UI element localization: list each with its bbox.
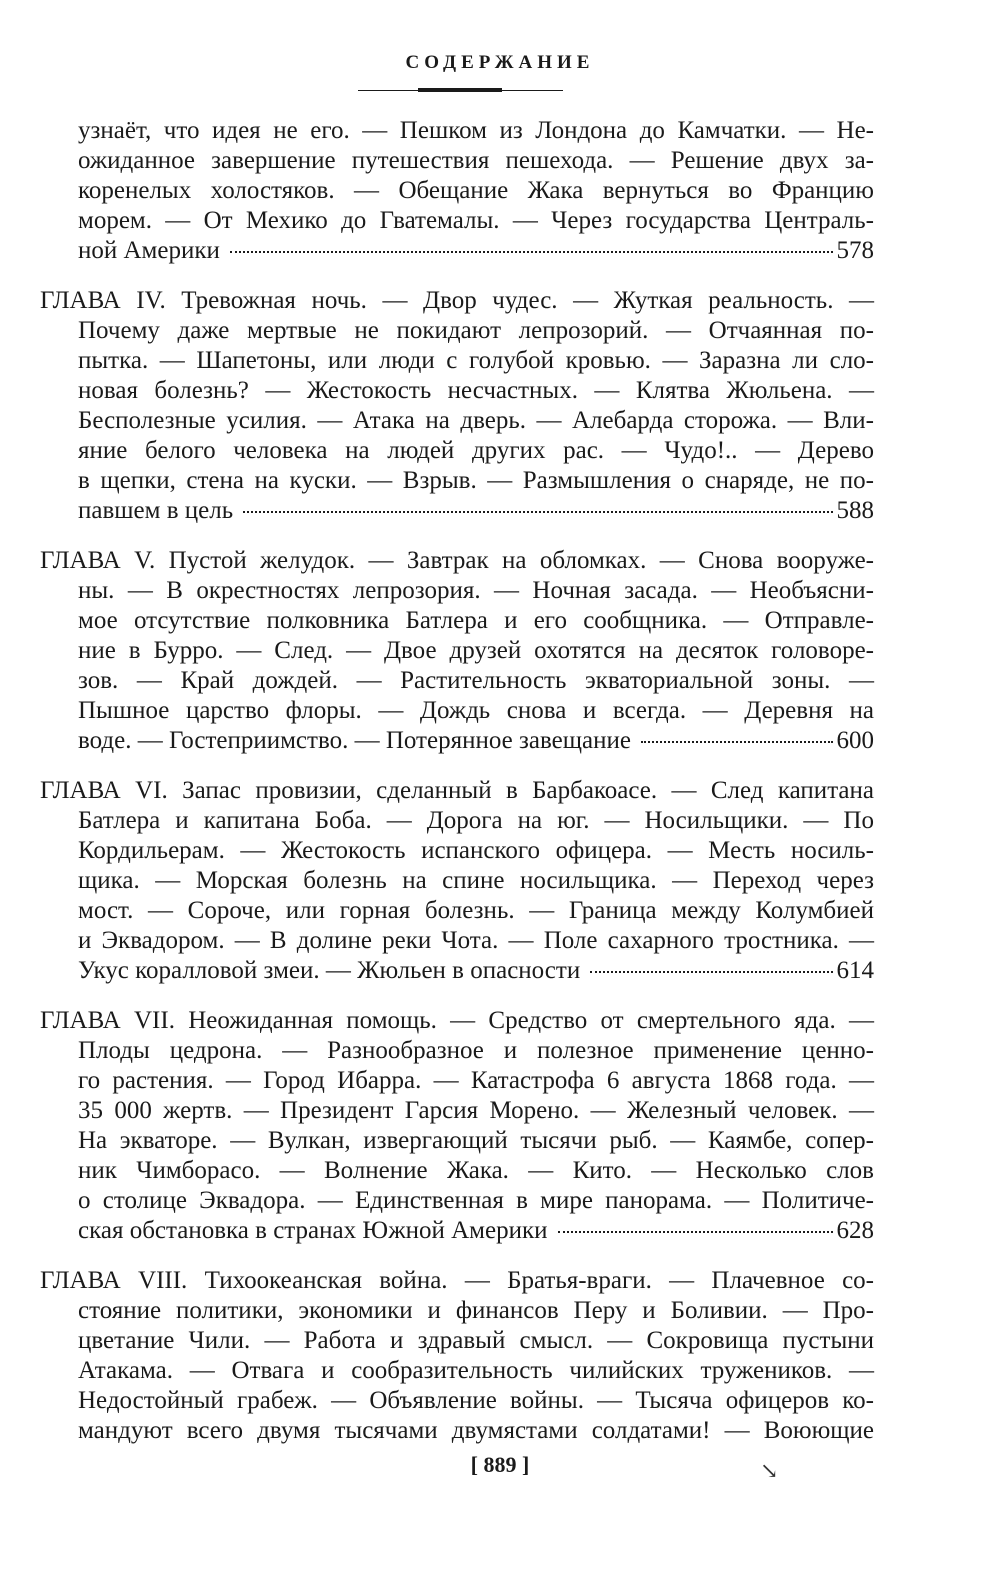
toc-line: пытка. — Шапетоны, или люди с голубой кровью. — Заразна ли сло- [78,347,874,374]
toc-line: Почему даже мертвые не покидают лепрозорий. — Отчаянная по- [78,317,874,344]
toc-line: Бесполезные усилия. — Атака на дверь. — Алебарда сторожа. — Вли- [78,407,874,434]
toc-line: мое отсутствие полковника Батлера и его сообщника. — Отправле- [78,607,874,634]
toc-line: ние в Бурро. — След. — Двое друзей охотятся на десяток головоре- [78,637,874,664]
toc-page-number: 578 [836,237,874,264]
header-rule-accent [418,88,502,92]
dot-leader [590,971,832,973]
toc-line: новая болезнь? — Жестокость несчастных. — Клятва Жюльена. — [78,377,874,404]
toc-line: Недостойный грабеж. — Объявление войны. — Тысяча офицеров ко- [78,1387,874,1414]
toc-entry-chapter-6 [40,776,874,986]
toc-line: ГЛАВА IV. Тревожная ночь. — Двор чудес. — Жуткая реальность. — [40,287,874,314]
toc-line: Пышное царство флоры. — Дождь снова и всегда. — Деревня на [78,697,874,724]
toc-line: Кордильерам. — Жестокость испанского офицера. — Месть носиль- [78,837,874,864]
toc-entry-chapter-7 [40,1006,874,1246]
toc-line: воде. — Гостеприимство. — Потерянное завещание [78,727,631,754]
toc-line: ГЛАВА VIII. Тихоокеанская война. — Братья-враги. — Плачевное со- [40,1267,874,1294]
toc-page-number: 614 [836,957,874,984]
toc-line: ник Чимборасо. — Волнение Жака. — Кито. — Несколько слов [78,1157,874,1184]
scan-mark: ↘ [760,1458,779,1483]
toc-line: мандуют всего двумя тысячами двумястами солдатами! — Воюющие [78,1417,874,1444]
dot-leader [243,511,832,513]
dot-leader [558,1231,833,1233]
toc-page-number: 600 [836,727,874,754]
toc-entry-chapter-4 [40,286,874,526]
toc-line: коренелых холостяков. — Обещание Жака вернуться во Францию [78,177,874,204]
toc-page-number: 628 [836,1217,874,1244]
toc-line: о столице Эквадора. — Единственная в мире панорама. — Политиче- [78,1187,874,1214]
toc-line: Укус коралловой змеи. — Жюльен в опасности [78,957,581,984]
toc-line: яние белого человека на людей других рас. — Чудо!.. — Дерево [78,437,874,464]
toc-line: павшем в цель [78,497,234,524]
toc-line: в щепки, стена на куски. — Взрыв. — Размышления о снаряде, не по- [78,467,874,494]
toc-line: мост. — Сороче, или горная болезнь. — Граница между Колумбией [78,897,874,924]
toc-line: зов. — Край дождей. — Растительность экваториальной зоны. — [78,667,874,694]
toc-line: морем. — От Мехико до Гватемалы. — Через государства Централь- [78,207,874,234]
toc-last-line [78,726,874,756]
toc-line: и Эквадором. — В долине реки Чота. — Поле сахарного тростника. — [78,927,874,954]
toc-line: 35 000 жертв. — Президент Гарсия Морено. — Железный человек. — [78,1097,874,1124]
toc-last-line [78,956,874,986]
toc-line: стояние политики, экономики и финансов Перу и Боливии. — Про- [78,1297,874,1324]
dot-leader [641,741,833,743]
toc-last-line [78,1216,874,1246]
toc-line: щика. — Морская болезнь на спине носильщика. — Переход через [78,867,874,894]
page-title: СОДЕРЖАНИЕ [405,52,595,73]
toc-line: ной Америки [78,237,220,264]
toc-line: го растения. — Город Ибарра. — Катастрофа 6 августа 1868 года. — [78,1067,874,1094]
toc-line: ГЛАВА V. Пустой желудок. — Завтрак на обломках. — Снова вооруже- [40,547,874,574]
toc-last-line [78,496,874,526]
toc-entry-chapter-5 [40,546,874,756]
toc-line: ны. — В окрестностях лепрозория. — Ночная засада. — Необъясни- [78,577,874,604]
toc-line: цветание Чили. — Работа и здравый смысл. — Сокровища пустыни [78,1327,874,1354]
toc-last-line [78,236,874,266]
page-number: [ 889 ] [470,1452,530,1477]
toc-line: ская обстановка в странах Южной Америки [78,1217,548,1244]
toc-line: Атакама. — Отвага и сообразительность чилийских тружеников. — [78,1357,874,1384]
toc-line: ГЛАВА VII. Неожиданная помощь. — Средство от смертельного яда. — [40,1007,874,1034]
toc-line: Батлера и капитана Боба. — Дорога на юг. — Носильщики. — По [78,807,874,834]
toc-body [40,116,874,1466]
toc-page-number: 588 [836,497,874,524]
toc-line: ГЛАВА VI. Запас провизии, сделанный в Барбакоасе. — След капитана [40,777,874,804]
running-header [0,52,1000,74]
toc-line: На экваторе. — Вулкан, извергающий тысячи рыб. — Каямбе, сопер- [78,1127,874,1154]
dot-leader [230,251,833,253]
toc-entry-continuation [40,116,874,266]
toc-line: ожиданное завершение путешествия пешехода. — Решение двух за- [78,147,874,174]
toc-line: Плоды цедрона. — Разнообразное и полезное применение ценно- [78,1037,874,1064]
toc-entry-chapter-8 [40,1266,874,1446]
toc-line: узнаёт, что идея не его. — Пешком из Лондона до Камчатки. — Не- [78,117,874,144]
